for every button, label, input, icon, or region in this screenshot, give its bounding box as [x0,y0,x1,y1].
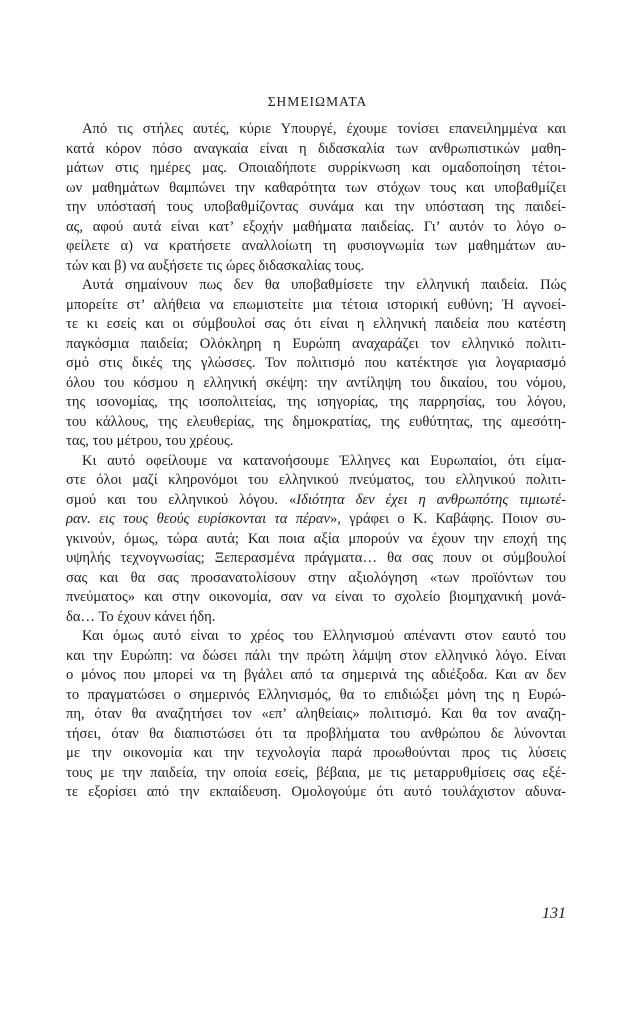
text-line: ο μόνος που μπορεί να τη βγάλει από τα σημερινά της αδιέξοδα. Και αν δεν [66,667,566,683]
text-line: ας, αφού αυτά είναι κατ’ εξοχήν μαθήματα παιδείας. Γι’ αυτόν το λόγο ο- [66,218,566,235]
quote-italic: Ιδιότητα δεν έχει η ανθρωπότης τιμιωτέ- [296,491,567,508]
text-line: ραν. εις τους θεούς ευρίσκονται τα πέραν», γράφει ο Κ. Καβάφης. Ποιον συ- [66,511,566,527]
text-line: υψηλής τεχνογνωσίας; Ξεπερασμένα πράγματα… θα σας πουν οι σύμβουλοί [66,550,566,566]
text-line: με την οικονομία και την τεχνολογία παρά προωθούνται προς τις λύσεις [66,745,566,761]
text-line: του κάλλους, της ελευθερίας, της δημοκρατίας, της ευθύτητας, της αμεσότη- [66,413,566,430]
text-line: τε εξορίσει από την εκπαίδευση. Ομολογούμε ότι αυτό τουλάχιστον αδυνα- [66,784,566,800]
running-header: ΣΗΜΕΙΩΜΑΤΑ [267,94,368,109]
text-line: τας, του μέτρου, του χρέους. [66,433,234,449]
text-line: τους με την παιδεία, την οποία εσείς, βέβαια, με τις μεταρρυθμίσεις σας εξέ- [66,764,566,781]
text-line: Αυτά σημαίνουν πως δεν θα υποβαθμίσετε την ελληνική παιδεία. Πώς [82,277,566,293]
text-line: Από τις στήλες αυτές, κύριε Υπουργέ, έχουμε τονίσει επανειλημμένα και [82,121,566,137]
text-line: τε κι εσείς και οι σύμβουλοί σας ότι είναι η ελληνική παιδεία που κατέστη [66,316,566,332]
text-line: γκινούν, όμως, τώρα αυτά; Και ποια αξία μπορούν να έχουν την εποχή της [66,530,566,547]
text-line: Και όμως αυτό είναι το χρέος του Ελληνισμού απέναντι στον εαυτό του [82,628,566,644]
text-line: της ισονομίας, της ισοπολιτείας, της ισηγορίας, της παρρησίας, του λόγου, [66,394,566,410]
text-line: σμό στις δικές της γλώσσες. Τον πολιτισμό που κατέκτησε για λογαριασμό [66,355,566,371]
text-line: κατά κόρον πόσο αναγκαία είναι η διδασκαλία των ανθρωπιστικών μαθη- [66,140,566,157]
text-line: ων μαθημάτων θαμπώνει την καθαρότητα των στόχων τους και υποβαθμίζει [66,179,566,196]
text-line: στε όλοι μαζί κληρονόμοι του ελληνικού πνεύματος, του ελληνικού πολιτι- [66,472,566,488]
text-line: δα… Το έχουν κάνει ήδη. [66,608,216,625]
text-line: σας και θα σας προσανατολίσουν στην αξιολόγηση «των προϊόντων του [66,569,566,586]
text-line: μπορείτε στ’ αλήθεια να επωμιστείτε μια τέτοια ιστορική ευθύνη; Ή αγνοεί- [66,296,566,313]
text-line: πνεύματος» και στην οικονομία, σαν να είναι το σχολείο βιομηχανική μονά- [66,589,566,605]
text-line: φείλετε α) να κρατήσετε αναλλοίωτη τη φυσιογνωμία των μαθημάτων αυ- [66,238,566,254]
text-line: σμού και του ελληνικού λόγου. «Ιδιότητα δεν έχει η ανθρωπότης τιμιωτέ- [66,491,567,508]
page-number: 131 [542,905,566,922]
text-line: και την Ευρώπη: να δώσει πάλι την πρώτη λάμψη στον ελληνικό λόγο. Είναι [66,647,566,664]
text-line: όλου του κόσμου η ελληνική σκέψη: την αντίληψη του δικαίου, του νόμου, [66,374,566,391]
text-line: πη, όταν θα αναζητήσει τον «επ’ αληθείαις» πολιτισμό. Και θα τον αναζη- [66,706,566,722]
text-line: το πραγματώσει ο σημερινός Ελληνισμός, θα το επιδιώξει μόνη της η Ευρώ- [66,686,566,703]
body-text [66,120,566,803]
quote-italic: ραν. εις τους θεούς ευρίσκονται τα πέραν [66,511,330,527]
text-line: τών και β) να αυξήσετε τις ώρες διδασκαλίας τους. [66,257,365,274]
text-line: τήσει, όταν θα διαπιστώσει ότι τα προβλήματα του ανθρώπου δε λύνονται [66,725,566,742]
text-line: Κι αυτό οφείλουμε να κατανοήσουμε Έλληνες και Ευρωπαίοι, ότι είμα- [82,452,566,469]
text-line: μάτων στις ημέρες μας. Οποιαδήποτε συρρίκνωση και ομαδοποίηση τέτοι- [66,160,566,176]
text-line: την υπόστασή τους υποβαθμίζοντας συνάμα και την υπόσταση της παιδεί- [66,199,566,215]
text-line: παγκόσμια παιδεία; Ολόκληρη η Ευρώπη αναχαράζει τον ελληνικό πολιτι- [66,335,566,352]
